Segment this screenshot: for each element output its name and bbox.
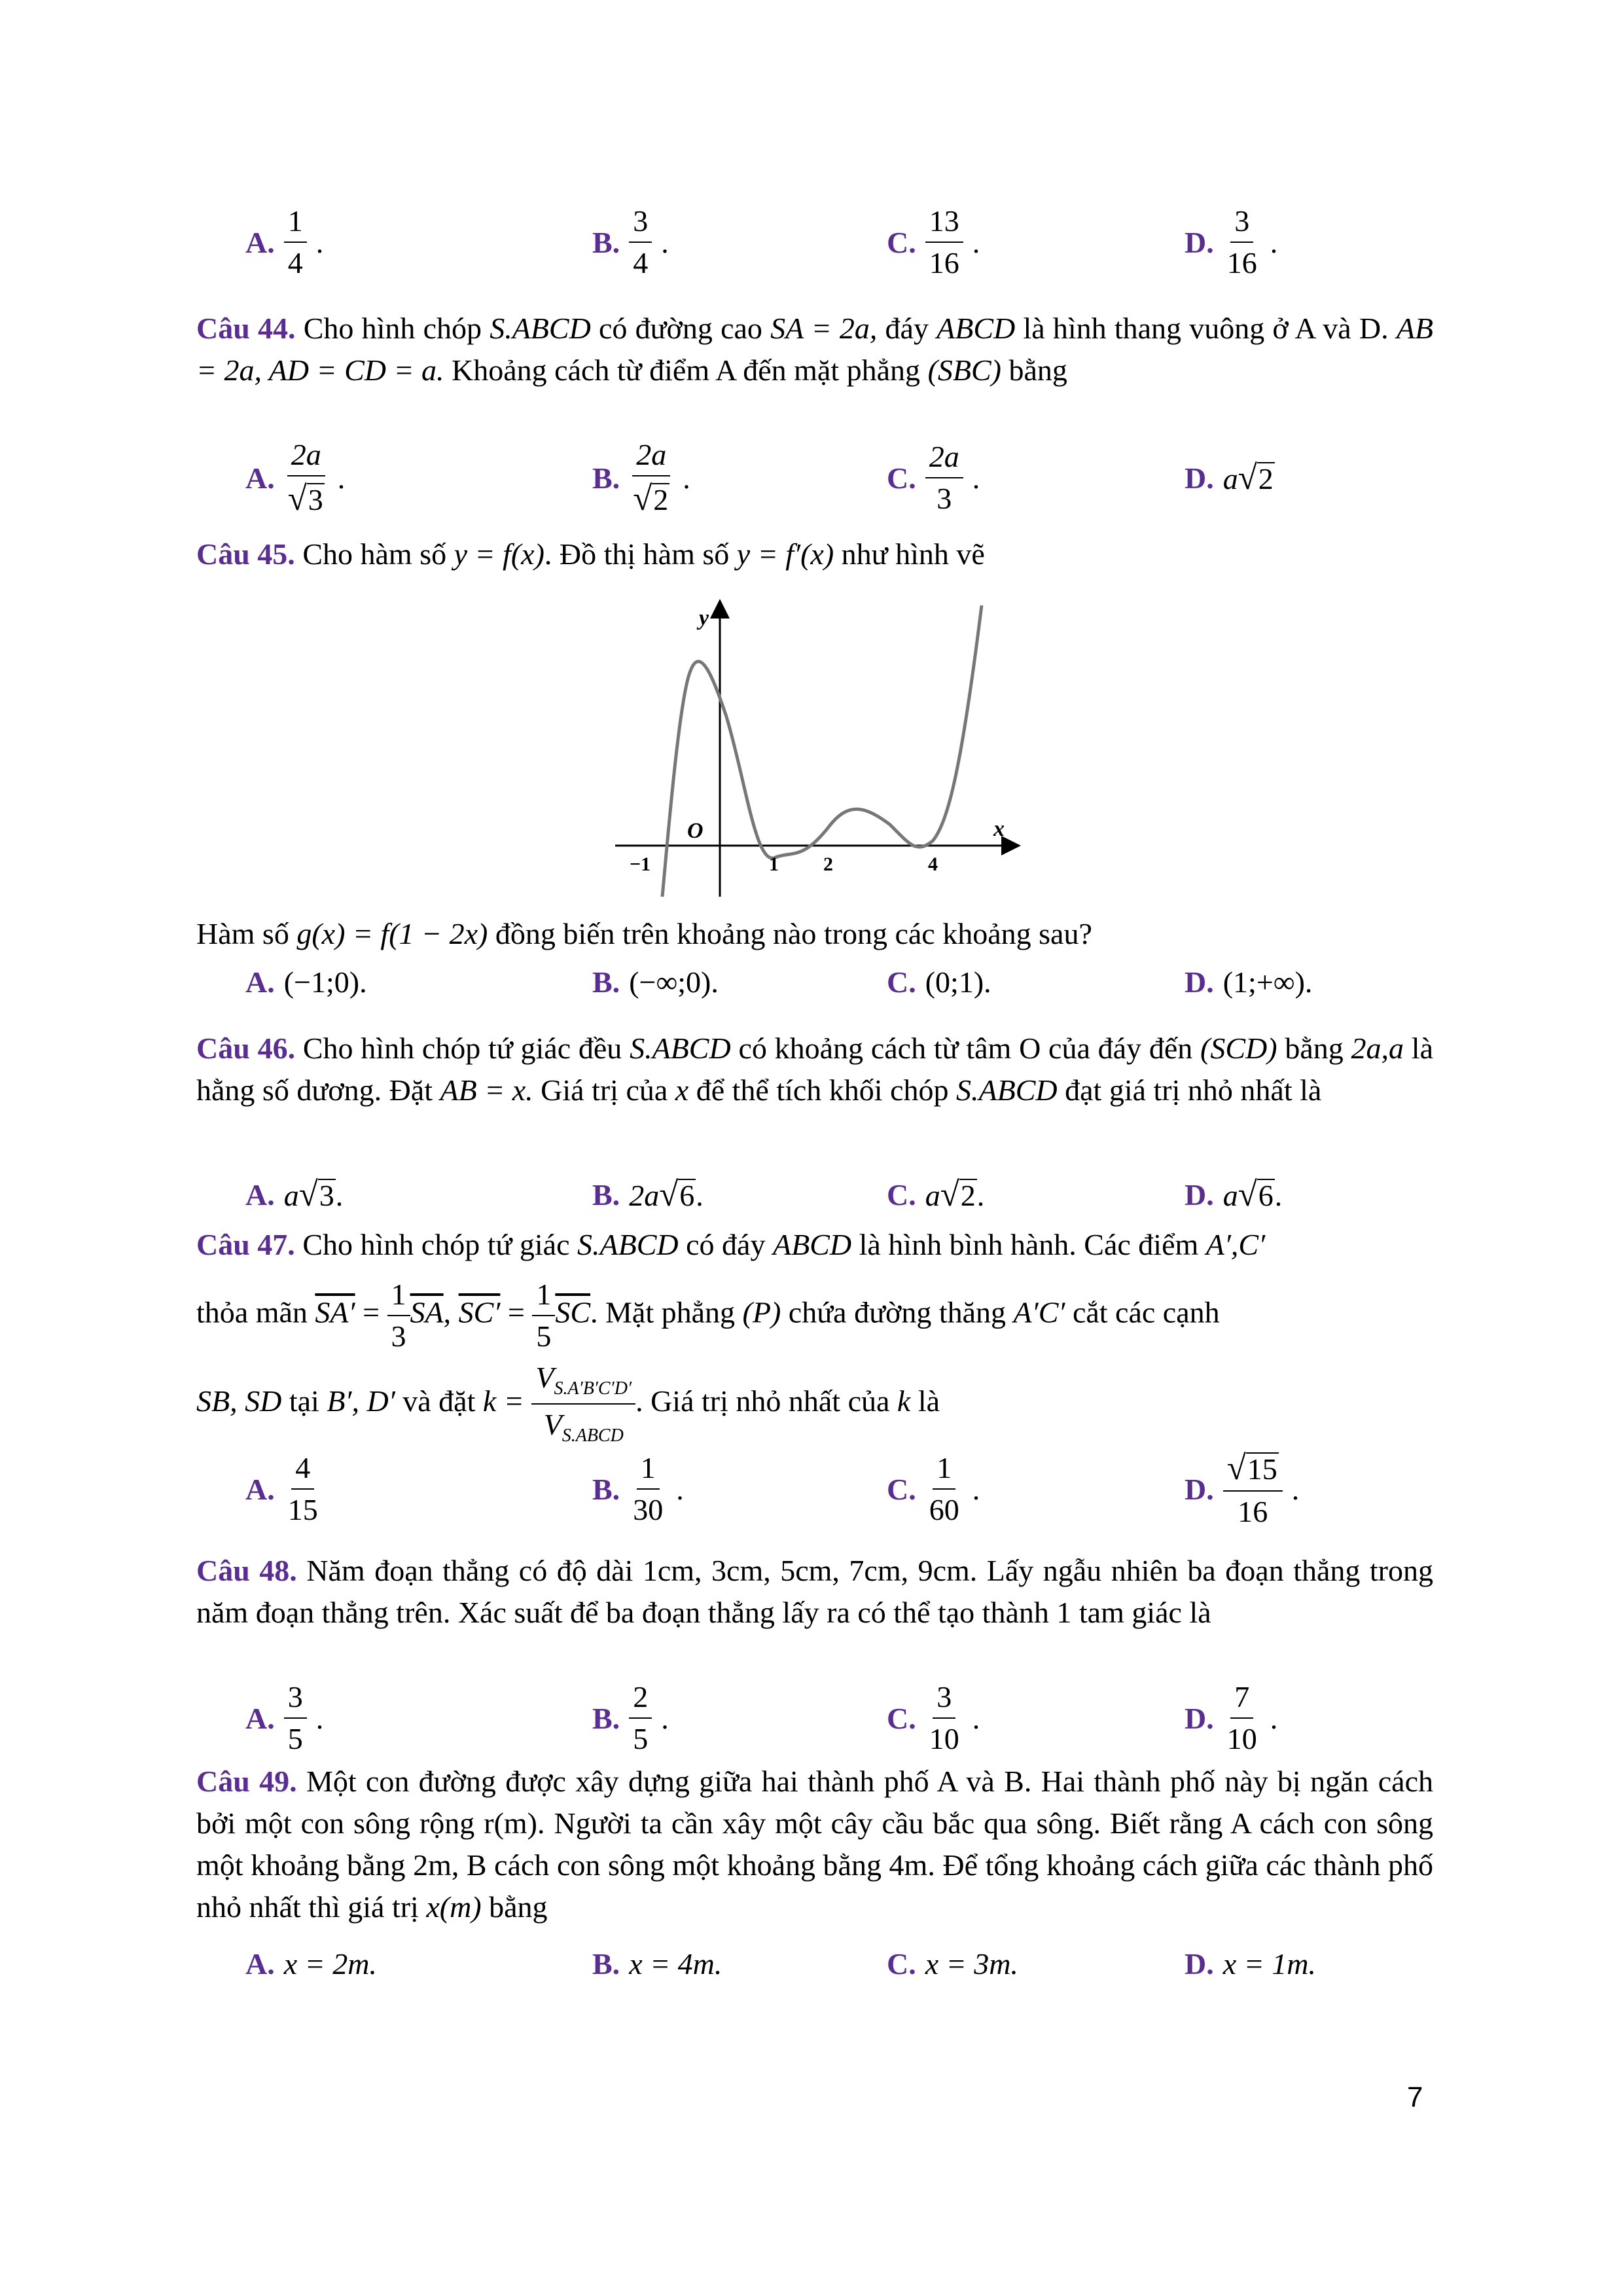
question-label: Câu 45. bbox=[196, 537, 295, 571]
option-value: a bbox=[925, 1179, 940, 1212]
option-label: A. bbox=[245, 225, 275, 259]
q49-option-a[interactable] bbox=[245, 1934, 377, 1993]
page-number: 7 bbox=[1407, 2081, 1423, 2113]
q47-option-a[interactable] bbox=[245, 1446, 322, 1532]
option-label: C. bbox=[887, 965, 916, 999]
q48-option-c[interactable]: C. $\frac{3}{10}$ . bbox=[887, 1680, 980, 1755]
denominator: 4 bbox=[287, 246, 303, 279]
option-label: B. bbox=[592, 1701, 620, 1735]
option-label: A. bbox=[245, 1946, 275, 1981]
q45-stem: Câu 45. Cho hàm số y = f(x). Đồ thị hàm số y = f′(x) như hình vẽ bbox=[196, 537, 985, 571]
option-label: C. bbox=[887, 1946, 916, 1981]
numerator: 2a bbox=[925, 442, 963, 478]
option-label: B. bbox=[592, 1946, 620, 1981]
denominator: 2 bbox=[653, 482, 669, 516]
radicand: 6 bbox=[1258, 1179, 1274, 1212]
numerator: 1 bbox=[284, 206, 307, 243]
option-label: B. bbox=[592, 1472, 620, 1506]
numerator: 15 bbox=[1247, 1452, 1277, 1486]
q43-option-b[interactable]: B. $\frac{3}{4}$ . bbox=[592, 204, 669, 279]
denominator: 16 bbox=[929, 246, 959, 279]
option-value: 2a bbox=[629, 1179, 660, 1212]
option-value: x = 4m. bbox=[629, 1946, 722, 1981]
radicand: 2 bbox=[1258, 462, 1274, 495]
denominator: 15 bbox=[287, 1493, 318, 1526]
q49-option-c[interactable] bbox=[887, 1934, 1018, 1993]
question-label: Câu 47. bbox=[196, 1228, 295, 1261]
q43-option-a[interactable]: A. $\frac{1}{4}$ . bbox=[245, 204, 324, 279]
denominator: 16 bbox=[1226, 246, 1257, 279]
option-label: D. bbox=[1185, 461, 1214, 495]
option-label: C. bbox=[887, 461, 916, 495]
option-label: D. bbox=[1185, 1701, 1214, 1735]
option-value: x = 1m. bbox=[1222, 1946, 1316, 1981]
tick-neg1: −1 bbox=[630, 853, 651, 875]
q49-option-d[interactable] bbox=[1185, 1934, 1316, 1993]
option-value: a bbox=[1222, 1179, 1238, 1212]
q44-option-a[interactable]: A. $\frac{2a}{√3}$ . bbox=[245, 437, 346, 518]
q48-option-b[interactable]: B. $\frac{2}{5}$ . bbox=[592, 1680, 669, 1755]
denominator: 5 bbox=[287, 1722, 303, 1755]
y-label: y bbox=[699, 606, 709, 630]
question-label: Câu 48. bbox=[196, 1554, 297, 1587]
derivative-graph bbox=[602, 592, 1034, 900]
denominator: 3 bbox=[936, 482, 952, 515]
q48-stem: Câu 48. Năm đoạn thẳng có độ dài 1cm, 3cm, 5cm, 7cm, 9cm. Lấy ngẫu nhiên ba đoạn thẳng trong năm đoạn thẳng trên. Xác suất để ba đoạn thẳng lấy ra có thể tạo thành 1 tam giác là bbox=[196, 1554, 1433, 1629]
option-value: (1;+∞). bbox=[1222, 965, 1313, 999]
numerator: 2a bbox=[632, 440, 670, 476]
option-label: B. bbox=[592, 1177, 620, 1211]
numerator: 3 bbox=[284, 1682, 307, 1719]
denominator: 30 bbox=[633, 1493, 664, 1526]
option-value: (−∞;0). bbox=[629, 965, 719, 999]
numerator: 2 bbox=[629, 1682, 652, 1719]
x-label: x bbox=[993, 817, 1005, 841]
q47-stem-line3: SB, SD tại B′, D′ và đặt k = $\frac{V_{S.A'B'C'D'}}{V_{S.ABCD}}$ . Giá trị nhỏ nhất của k là bbox=[196, 1360, 940, 1446]
numerator: 13 bbox=[925, 206, 963, 243]
q45-option-b[interactable] bbox=[592, 949, 719, 1014]
denominator: 5 bbox=[633, 1722, 649, 1755]
option-value: x = 2m. bbox=[283, 1946, 377, 1981]
option-value: (−1;0). bbox=[283, 965, 367, 999]
option-label: B. bbox=[592, 965, 620, 999]
q49-stem: Câu 49. Một con đường được xây dựng giữa hai thành phố A và B. Hai thành phố này bị ngăn cách bởi một con sông rộng r(m). Người ta cần xây một cây cầu bắc qua sông. Biết rằng A cách con sông một khoảng bằng 2m, B cách con sông một khoảng bằng 4m. Để tổng khoảng cách giữa các thành phố nhỏ nhất thì giá trị x(m) bằng bbox=[196, 1765, 1433, 1924]
q45-question: Hàm số g(x) = f(1 − 2x) đồng biến trên khoảng nào trong các khoảng sau? bbox=[196, 917, 1092, 950]
q47-stem-line2: thỏa mãn SA′ = $\frac{1}{3}$ $\overline{SA}$, SC′ = $\frac{1}{5}$ $\overline{SC}$. Mặt phẳng (P) chứa đường thăng A′C′ cắt các cạnh bbox=[196, 1278, 1220, 1353]
option-label: A. bbox=[245, 1177, 275, 1211]
radicand: 2 bbox=[960, 1179, 976, 1212]
option-value: x = 3m. bbox=[925, 1946, 1018, 1981]
numerator: 3 bbox=[933, 1682, 955, 1719]
denominator: 10 bbox=[1226, 1722, 1257, 1755]
q46-option-c[interactable]: C. a√2. bbox=[887, 1175, 985, 1213]
numerator: 1 bbox=[637, 1453, 660, 1490]
denominator: 10 bbox=[929, 1722, 959, 1755]
option-label: A. bbox=[245, 1472, 275, 1506]
option-label: A. bbox=[245, 965, 275, 999]
q45-options bbox=[245, 949, 1433, 1014]
option-label: D. bbox=[1185, 225, 1214, 259]
tick-1: 1 bbox=[769, 853, 779, 875]
q44-option-d[interactable]: D. a√2 bbox=[1185, 459, 1274, 497]
option-label: D. bbox=[1185, 1472, 1214, 1506]
option-label: C. bbox=[887, 1472, 916, 1506]
q45-option-d[interactable] bbox=[1185, 949, 1312, 1014]
denominator: 16 bbox=[1238, 1495, 1268, 1529]
option-label: B. bbox=[592, 225, 620, 259]
q46-option-d[interactable]: D. a√6. bbox=[1185, 1175, 1283, 1213]
q47-option-c[interactable]: C. $\frac{1}{60}$ . bbox=[887, 1451, 980, 1526]
q44-option-c[interactable]: C. $\frac{2a}{3}$ . bbox=[887, 440, 980, 515]
q47-stem-line1: Câu 47. Cho hình chóp tứ giác S.ABCD có đáy ABCD là hình bình hành. Các điểm A′,C′ bbox=[196, 1228, 1266, 1261]
q43-option-d[interactable]: D. $\frac{3}{16}$ . bbox=[1185, 204, 1278, 279]
q43-option-c[interactable]: C. $\frac{13}{16}$ . bbox=[887, 204, 980, 279]
question-label: Câu 49. bbox=[196, 1765, 297, 1798]
question-label: Câu 46. bbox=[196, 1031, 296, 1065]
q44-options bbox=[245, 435, 1433, 520]
numerator: 2a bbox=[287, 440, 325, 476]
tick-2: 2 bbox=[823, 853, 833, 875]
option-label: D. bbox=[1185, 1946, 1214, 1981]
option-label: C. bbox=[887, 1177, 916, 1211]
numerator: 3 bbox=[629, 206, 652, 243]
option-label: D. bbox=[1185, 1177, 1214, 1211]
q46-option-a[interactable]: A. a√3. bbox=[245, 1175, 344, 1213]
q44-option-b[interactable]: B. $\frac{2a}{√2}$ . bbox=[592, 437, 690, 518]
radicand: 6 bbox=[679, 1179, 695, 1212]
q48-options bbox=[245, 1676, 1433, 1761]
option-label: C. bbox=[887, 1701, 916, 1735]
q48-option-a[interactable]: A. $\frac{3}{5}$ . bbox=[245, 1680, 324, 1755]
q47-options bbox=[245, 1446, 1433, 1532]
denominator: 4 bbox=[633, 246, 649, 279]
q45-option-a[interactable] bbox=[245, 949, 367, 1014]
option-value: a bbox=[1222, 462, 1238, 495]
origin-label: O bbox=[687, 819, 704, 843]
q47-option-b[interactable]: B. $\frac{1}{30}$ . bbox=[592, 1451, 684, 1526]
option-label: B. bbox=[592, 461, 620, 495]
q48-option-d[interactable]: D. $\frac{7}{10}$ . bbox=[1185, 1680, 1278, 1755]
option-value: a bbox=[283, 1179, 299, 1212]
numerator: 4 bbox=[291, 1453, 314, 1490]
numerator: 1 bbox=[933, 1453, 955, 1490]
q44-stem: Câu 44. Cho hình chóp S.ABCD có đường cao SA = 2a, đáy ABCD là hình thang vuông ở A và D. AB = 2a, AD = CD = a. Khoảng cách từ điểm A đến mặt phẳng (SBC) bằng bbox=[196, 312, 1434, 387]
option-value: (0;1). bbox=[925, 965, 991, 999]
option-label: A. bbox=[245, 461, 275, 495]
q43-options bbox=[245, 200, 1433, 285]
q46-options bbox=[245, 1162, 1433, 1227]
numerator: 3 bbox=[1230, 206, 1253, 243]
q49-options bbox=[245, 1934, 1433, 1993]
radicand: 3 bbox=[319, 1179, 334, 1212]
question-label: Câu 44. bbox=[196, 312, 296, 345]
q45-option-c[interactable] bbox=[887, 949, 991, 1014]
q46-stem: Câu 46. Cho hình chóp tứ giác đều S.ABCD có khoảng cách từ tâm O của đáy đến (SCD) bằng 2a,a là hằng số dương. Đặt AB = x. Giá trị của x để thể tích khối chóp S.ABCD đạt giá trị nhỏ nhất là bbox=[196, 1031, 1433, 1107]
q47-option-d[interactable]: D. $\frac{√15}{16}$ . bbox=[1185, 1448, 1300, 1529]
denominator: 3 bbox=[308, 482, 323, 516]
numerator: 7 bbox=[1230, 1682, 1253, 1719]
option-label: C. bbox=[887, 225, 916, 259]
option-label: D. bbox=[1185, 965, 1214, 999]
denominator: 60 bbox=[929, 1493, 959, 1526]
tick-4: 4 bbox=[928, 853, 938, 875]
q46-option-b[interactable]: B. 2a√6. bbox=[592, 1175, 704, 1213]
q49-option-b[interactable] bbox=[592, 1934, 722, 1993]
option-label: A. bbox=[245, 1701, 275, 1735]
